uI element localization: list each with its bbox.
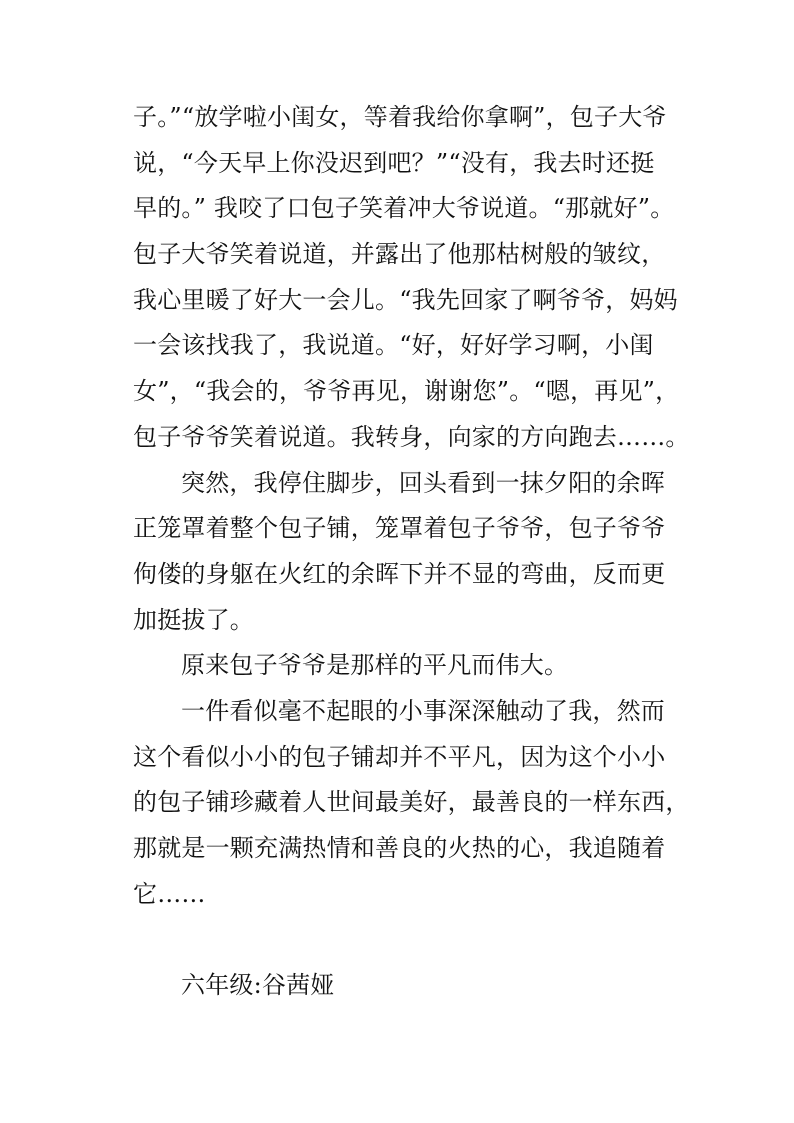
text-line: 说，“今天早上你没迟到吧？”“没有，我去时还挺 <box>133 148 655 177</box>
paragraph-2 <box>133 461 673 644</box>
essay-text <box>133 95 690 1009</box>
text-line: 女”，“我会的，爷爷再见，谢谢您”。“嗯，再见”， <box>133 377 680 406</box>
text-line: 那就是一颗充满热情和善良的火热的心，我追随着 <box>133 834 666 862</box>
paragraph-1 <box>133 95 690 461</box>
text-line: 包子大爷笑着说道，并露出了他那枯树般的皱纹， <box>133 240 666 269</box>
text-line: 加挺拔了。 <box>133 605 254 634</box>
text-line: 的包子铺珍藏着人世间最美好，最善良的一样东西， <box>133 788 690 817</box>
text-line: 突然，我停住脚步，回头看到一抹夕阳的余晖 <box>181 468 665 497</box>
signature: 六年级:谷茜娅 <box>181 971 335 1000</box>
text-line: 一会该找我了，我说道。“好，好好学习啊，小闺 <box>133 331 654 360</box>
blank-line <box>133 917 673 963</box>
text-line: 原来包子爷爷是那样的平凡而伟大。 <box>181 651 569 680</box>
signature-block <box>133 963 673 1009</box>
paragraph-4 <box>133 689 690 917</box>
text-line: 正笼罩着整个包子铺，笼罩着包子爷爷，包子爷爷 <box>133 514 666 543</box>
text-line: 它…… <box>133 879 206 908</box>
text-line: 包子爷爷笑着说道。我转身，向家的方向跑去……。 <box>133 422 690 451</box>
text-line: 这个看似小小的包子铺却并不平凡，因为这个小小 <box>133 742 666 771</box>
text-line: 我心里暖了好大一会儿。“我先回家了啊爷爷，妈妈 <box>133 285 678 314</box>
text-line: 佝偻的身躯在火红的余晖下并不显的弯曲，反而更 <box>133 559 666 588</box>
text-line: 早的。” 我咬了口包子笑着冲大爷说道。“那就好”。 <box>133 194 675 223</box>
paragraph-3 <box>133 643 673 689</box>
text-line: 一件看似毫不起眼的小事深深触动了我，然而 <box>181 696 665 725</box>
text-line: 子。”“放学啦小闺女，等着我给你拿啊”，包子大爷 <box>133 103 667 131</box>
